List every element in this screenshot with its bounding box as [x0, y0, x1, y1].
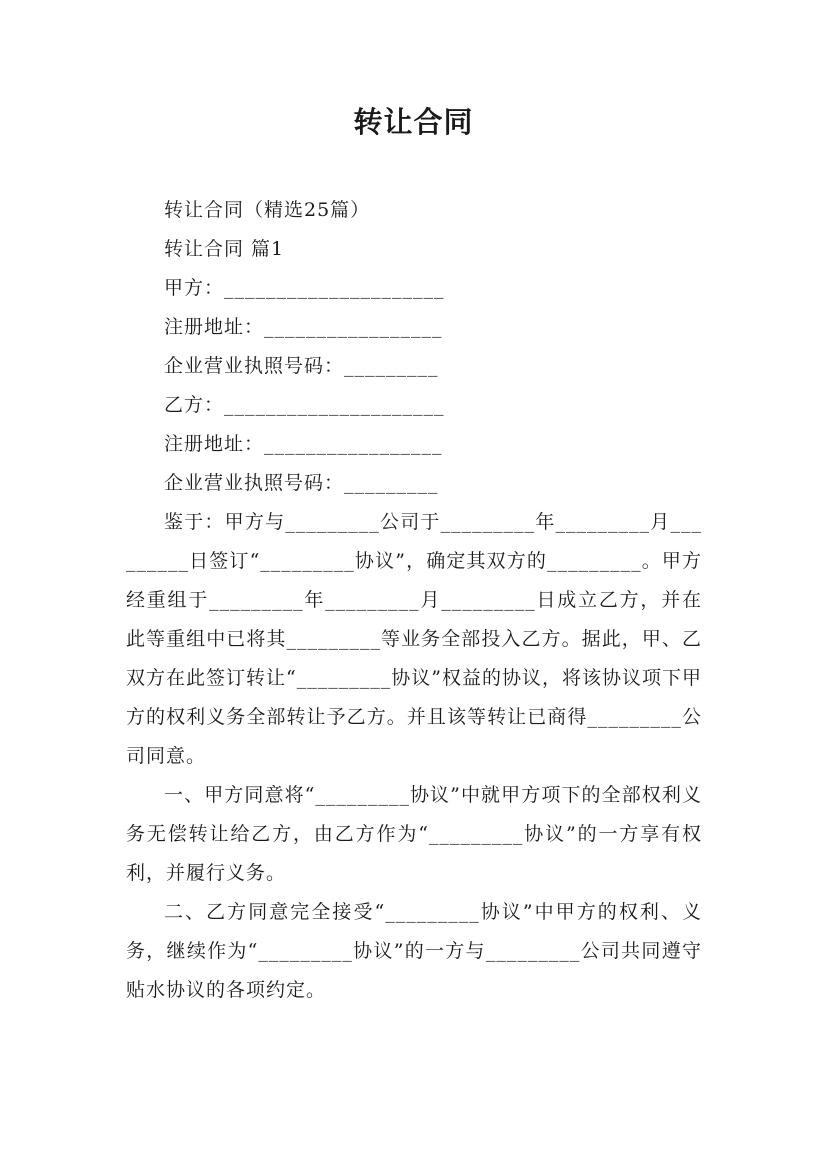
paragraph-party-b: 乙方：_____________________ — [164, 394, 445, 416]
paragraph-party-a-license: 企业营业执照号码：_________ — [164, 355, 439, 377]
paragraph-subtitle: 转让合同（精选25篇） — [164, 199, 371, 221]
paragraph-party-b-license: 企业营业执照号码：_________ — [164, 472, 439, 494]
paragraph-clause-1: 一、甲方同意将“_________协议”中就甲方项下的全部权利义务无偿转让给乙方，由乙方作为“_________协议”的一方享有权利，并履行义务。 — [126, 784, 702, 884]
paragraph-clause-2: 二、乙方同意完全接受“_________协议”中甲方的权利、义务，继续作为“_________协议”的一方与_________公司共同遵守贴水协议的各项约定。 — [126, 901, 702, 1001]
document-body — [126, 191, 702, 1010]
paragraph-section-heading: 转让合同 篇1 — [164, 238, 285, 260]
paragraph-party-b-address: 注册地址：_________________ — [164, 433, 443, 455]
paragraph-recitals: 鉴于：甲方与_________公司于_________年_________月_________日签订“_________协议”，确定其双方的_________。甲方经重组于_________年_________月_________日成立乙方，并在此等重组中已将其_________等业务全部投入乙方。据此，甲、乙双方在此签订转让“_________协议”权益的协议，将该协议项下甲方的权利义务全部转让予乙方。并且该等转让已商得_________公司同意。 — [126, 511, 702, 767]
paragraph-party-a: 甲方：_____________________ — [164, 277, 445, 299]
document-title: 转让合同 — [353, 105, 474, 139]
paragraph-party-a-address: 注册地址：_________________ — [164, 316, 443, 338]
